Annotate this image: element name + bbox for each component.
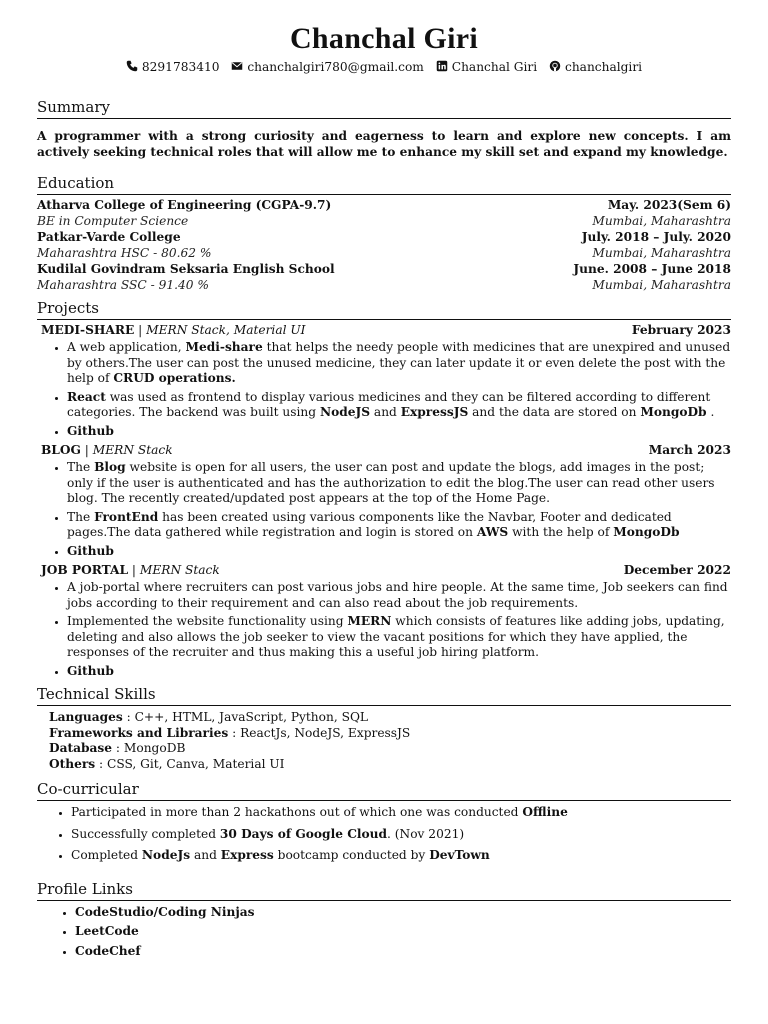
project-blog xyxy=(37,442,731,559)
cocurricular-list xyxy=(37,805,731,864)
cocurricular-heading: Co-curricular xyxy=(37,780,731,801)
education-location: Mumbai, Maharashtra xyxy=(592,278,731,292)
resume-page xyxy=(37,0,731,962)
github-link[interactable]: • Github xyxy=(67,544,731,560)
github-text: chanchalgiri xyxy=(565,60,643,74)
school-name: Kudilal Govindram Seksaria English School xyxy=(37,262,335,276)
profile-link-leetcode[interactable]: • LeetCode xyxy=(75,924,731,940)
list-item: • Successfully completed 30 Days of Google Cloud. (Nov 2021) xyxy=(71,827,731,843)
degree: Maharashtra SSC - 91.40 % xyxy=(37,278,209,292)
skill-row-database: Database : MongoDB xyxy=(49,741,186,755)
education-date: May. 2023(Sem 6) xyxy=(607,198,731,212)
project-bullets xyxy=(37,580,731,679)
email-contact[interactable] xyxy=(231,60,424,74)
education-list xyxy=(37,197,731,293)
education-date: July. 2018 – July. 2020 xyxy=(581,230,731,244)
project-separator: | xyxy=(80,443,93,457)
list-item: • The FrontEnd has been created using various components like the Navbar, Footer and dedicated pages.The data gathered while registration and login is stored on AWS with the help of MongoDb xyxy=(67,510,731,541)
summary-heading: Summary xyxy=(37,98,731,119)
education-location: Mumbai, Maharashtra xyxy=(592,214,731,228)
project-stack: MERN Stack xyxy=(139,563,220,577)
skill-row-others: Others : CSS, Git, Canva, Material UI xyxy=(49,756,285,771)
phone-icon xyxy=(126,60,138,72)
education-item xyxy=(37,261,731,293)
school-name: Patkar-Varde College xyxy=(37,230,181,244)
project-name: MEDI-SHARE xyxy=(41,323,135,337)
project-separator: | xyxy=(134,323,147,337)
project-bullets xyxy=(37,460,731,559)
phone-contact[interactable] xyxy=(126,60,220,74)
education-item xyxy=(37,229,731,261)
project-separator: | xyxy=(128,563,140,577)
education-item xyxy=(37,197,731,229)
skills-heading: Technical Skills xyxy=(37,685,731,706)
list-item: • React was used as frontend to display various medicines and they can be filtered according to different categories. The backend was built using NodeJS and ExpressJS and the data are stored on MongoDb . xyxy=(67,390,731,421)
education-location: Mumbai, Maharashtra xyxy=(592,246,731,260)
profile-link-codechef[interactable]: • CodeChef xyxy=(75,944,731,960)
education-date: June. 2008 – June 2018 xyxy=(573,262,731,276)
list-item: • Completed NodeJs and Express bootcamp conducted by DevTown xyxy=(71,848,731,864)
github-icon xyxy=(549,60,561,72)
project-name: JOB PORTAL xyxy=(41,563,129,577)
project-date: February 2023 xyxy=(631,323,731,337)
github-link[interactable]: • Github xyxy=(67,664,731,680)
skills-list xyxy=(37,710,731,772)
project-name: BLOG xyxy=(41,443,81,457)
project-bullets xyxy=(37,340,731,439)
linkedin-icon xyxy=(436,60,448,72)
list-item: • Implemented the website functionality using MERN which consists of features like adding jobs, updating, deleting and also allows the job seeker to view the vacant positions for which they have applied, the responses of the recruiter and thus making this a useful job hiring platform. xyxy=(67,614,731,661)
contact-bar xyxy=(37,60,731,74)
github-link[interactable]: • Github xyxy=(67,424,731,440)
linkedin-text: Chanchal Giri xyxy=(451,60,538,74)
education-heading: Education xyxy=(37,174,731,195)
profile-links-list xyxy=(37,905,731,960)
list-item: • A web application, Medi-share that helps the needy people with medicines that are unexpired and unused by others.The user can post the unused medicine, they can later update it or even delete the post with the help of CRUD operations. xyxy=(67,340,731,387)
project-stack: MERN Stack, Material UI xyxy=(146,323,306,337)
degree: BE in Computer Science xyxy=(37,214,189,228)
email-text: chanchalgiri780@gmail.com xyxy=(247,60,424,74)
phone-text: 8291783410 xyxy=(141,60,220,74)
skill-row-frameworks: Frameworks and Libraries : ReactJs, NodeJS, ExpressJS xyxy=(49,725,411,740)
profile-links-heading: Profile Links xyxy=(37,880,731,901)
linkedin-contact[interactable] xyxy=(436,60,537,74)
project-job-portal xyxy=(37,562,731,679)
projects-heading: Projects xyxy=(37,299,731,320)
project-stack: MERN Stack xyxy=(92,443,173,457)
project-date: December 2022 xyxy=(623,563,731,577)
profile-link-codestudio[interactable]: • CodeStudio/Coding Ninjas xyxy=(75,905,731,921)
candidate-name: Chanchal Giri xyxy=(289,22,479,55)
github-contact[interactable] xyxy=(549,60,642,74)
list-item: • A job-portal where recruiters can post various jobs and hire people. At the same time, Job seekers can find jobs according to their requirement and can also read about the job requirements. xyxy=(67,580,731,611)
project-medi-share xyxy=(37,322,731,439)
skill-row-languages: Languages : C++, HTML, JavaScript, Python, SQL xyxy=(49,710,369,724)
list-item: • Participated in more than 2 hackathons out of which one was conducted Offline xyxy=(71,805,731,821)
degree: Maharashtra HSC - 80.62 % xyxy=(37,246,212,260)
mail-icon xyxy=(231,60,243,72)
project-date: March 2023 xyxy=(648,443,731,457)
summary-text: A programmer with a strong curiosity and eagerness to learn and explore new concepts. I am actively seeking technical roles that will allow me to enhance my skill set and expand my knowledge. xyxy=(37,129,731,159)
list-item: • The Blog website is open for all users, the user can post and update the blogs, add images in the post; only if the user is authenticated and has the authorization to edit the blog.The user can read other users blog. The recently created/updated post appears at the top of the Home Page. xyxy=(67,460,731,507)
school-name: Atharva College of Engineering (CGPA-9.7) xyxy=(37,198,332,212)
